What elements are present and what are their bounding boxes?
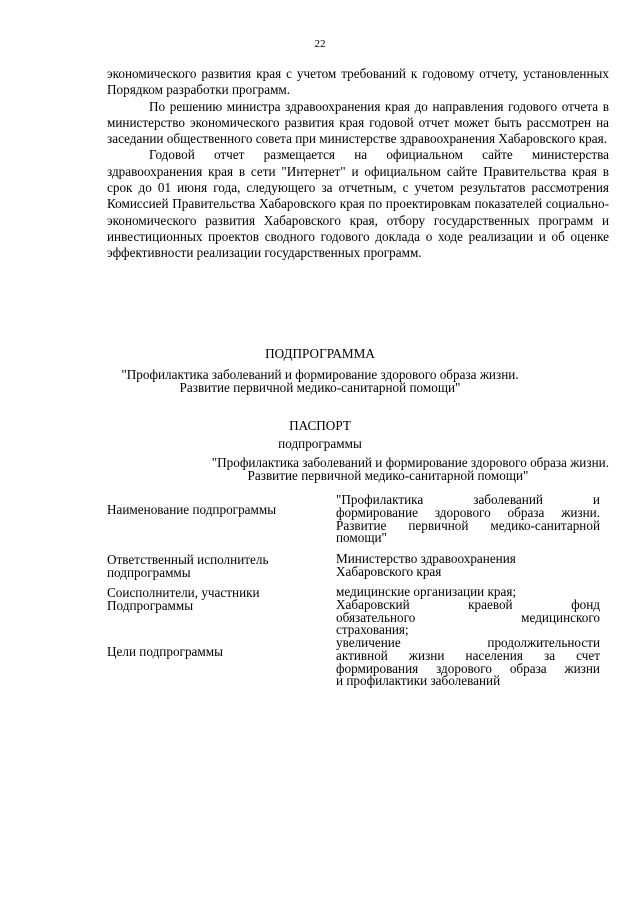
- subprogram-title-line2: Развитие первичной медико-санитарной помощи": [179, 380, 461, 395]
- label-line: Ответственный исполнитель: [107, 552, 269, 567]
- subprogram-title-line1: "Профилактика заболеваний и формирование здорового образа жизни.: [121, 367, 519, 382]
- label-line: Цели подпрограммы: [107, 644, 223, 659]
- passport-row-name-value: [336, 494, 600, 545]
- passport-row-executor-label: [107, 553, 317, 579]
- value-line: активной жизни населения за счет: [336, 647, 600, 663]
- value-line: формирования здорового образа жизни: [336, 660, 600, 676]
- value-line: Хабаровский краевой фонд: [336, 596, 600, 612]
- passport-title: [107, 456, 609, 482]
- passport-row-coexecutors-value: [336, 586, 600, 637]
- page-number: 22: [314, 38, 326, 50]
- value-line: Развитие первичной медико-санитарной: [336, 517, 600, 533]
- paragraph-publication: Годовой отчет размещается на официальном сайте министерства здравоохранения края в сети "Интернет" и официальном сайте Правительства края в срок до 01 июня года, следующего за отчетным, с учетом результатов рассмотрения Комиссией Правительства Хабаровского края по проектировкам показателей социально-экономического развития Хабаровского края, отбору государственных программ и инвестиционных проектов сводного годового доклада о ходе реализации и об оценке эффективности реализации государственных программ.: [107, 147, 609, 261]
- passport-row-goals-label: [107, 645, 317, 658]
- label-line: Наименование подпрограммы: [107, 502, 277, 517]
- passport-title-line2: Развитие первичной медико-санитарной помощи": [247, 468, 529, 483]
- label-line: Соисполнители, участники: [107, 585, 260, 600]
- passport-row-name-label: [107, 503, 317, 516]
- value-line: "Профилактика заболеваний и: [336, 492, 600, 507]
- value-line: Министерство здравоохранения: [336, 551, 516, 566]
- label-line: Подпрограммы: [107, 598, 194, 613]
- passport-row-goals-value: [336, 637, 600, 688]
- passport-title-line1: "Профилактика заболеваний и формирование здорового образа жизни.: [211, 455, 609, 470]
- value-line: обязательного медицинского: [336, 609, 600, 625]
- value-line: помощи": [336, 530, 387, 546]
- value-line: формирование здорового образа жизни.: [336, 504, 600, 520]
- subprogram-heading: ПОДПРОГРАММА: [265, 346, 375, 361]
- value-line: и профилактики заболеваний: [336, 673, 501, 689]
- value-line: увеличение продолжительности: [336, 635, 600, 650]
- body-text: [107, 66, 609, 262]
- passport-row-coexecutors-label: [107, 586, 317, 612]
- passport-subheading: подпрограммы: [278, 436, 362, 451]
- value-line: медицинские организации края;: [336, 584, 517, 599]
- value-line: страхования;: [336, 622, 409, 638]
- label-line: подпрограммы: [107, 565, 191, 580]
- paragraph-continuation: экономического развития края с учетом требований к годовому отчету, установленных Порядком разработки программ.: [107, 66, 609, 98]
- passport-heading: ПАСПОРТ: [289, 418, 351, 433]
- value-line: Хабаровского края: [336, 563, 442, 579]
- passport-row-executor-value: [336, 553, 600, 579]
- paragraph-review: По решению министра здравоохранения края до направления годового отчета в министерство экономического развития края годовой отчет может быть рассмотрен на заседании общественного совета при министерстве здравоохранения Хабаровского края.: [107, 98, 609, 147]
